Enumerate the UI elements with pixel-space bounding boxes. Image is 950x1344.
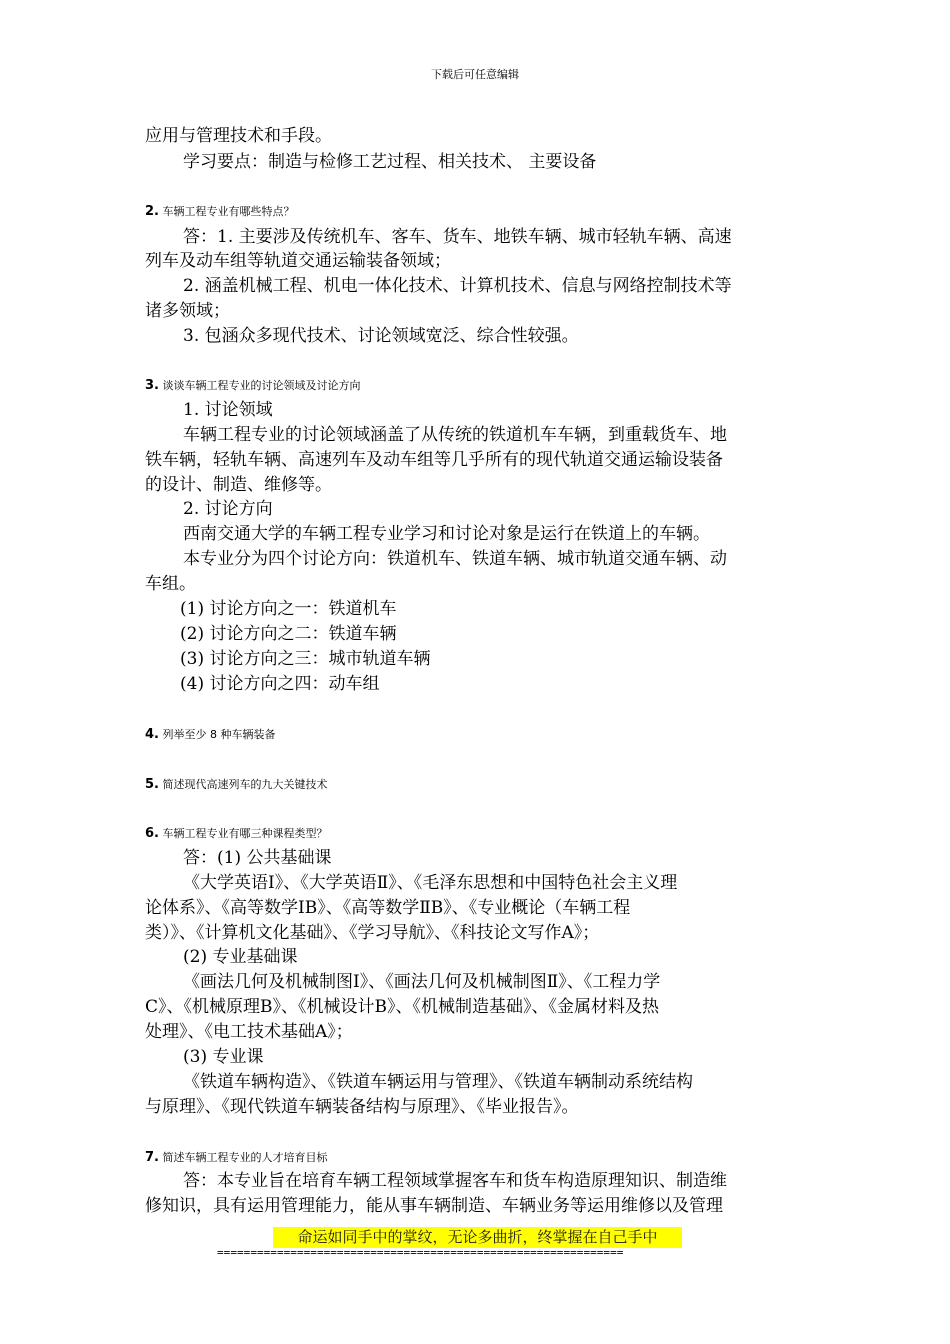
text-line: 答：本专业旨在培育车辆工程领域掌握客车和货车构造原理知识、制造维 (183, 1171, 727, 1191)
text-line: 3. 包涵众多现代技术、讨论领域宽泛、综合性较强。 (183, 326, 579, 346)
text-line: 铁车辆，轻轨车辆、高速列车及动车组等几乎所有的现代轨道交通运输设装备 (145, 450, 723, 470)
text-line: 《大学英语Ⅰ》、《大学英语Ⅱ》、《毛泽东思想和中国特色社会主义理 (183, 873, 678, 893)
text-line: 类）》、《计算机文化基础》、《学习导航》、《科技论文写作A》； (145, 923, 600, 943)
footer-motto: 命运如同手中的掌纹，无论多曲折，终掌握在自己手中 (297, 1228, 658, 1246)
question-heading: 4. 列举至少 8 种车辆装备 (145, 727, 276, 742)
text-line: 与原理》、《现代铁道车辆装备结构与原理》、《毕业报告》。 (145, 1097, 579, 1117)
text-line: (3) 讨论方向之三：城市轨道车辆 (180, 649, 431, 669)
text-line: 《画法几何及机械制图Ⅰ》、《画法几何及机械制图Ⅱ》、《工程力学 (183, 972, 661, 992)
text-line: 列车及动车组等轨道交通运输装备领域； (145, 251, 451, 271)
text-line: 答：1. 主要涉及传统机车、客车、货车、地铁车辆、城市轻轨车辆、高速 (183, 227, 732, 247)
text-line: (2) 专业基础课 (183, 947, 298, 967)
question-heading: 3. 谈谈车辆工程专业的讨论领域及讨论方向 (145, 378, 361, 393)
text-line: 车组。 (145, 574, 196, 594)
text-line: 西南交通大学的车辆工程专业学习和讨论对象是运行在铁道上的车辆。 (183, 524, 710, 544)
text-line: 2. 涵盖机械工程、机电一体化技术、计算机技术、信息与网络控制技术等 (183, 276, 732, 296)
text-line: 车辆工程专业的讨论领域涵盖了从传统的铁道机车车辆，到重载货车、地 (183, 425, 727, 445)
text-line: 处理》、《电工技术基础A》； (145, 1022, 353, 1042)
question-heading: 7. 简述车辆工程专业的人才培育目标 (145, 1150, 328, 1165)
text-line: 应用与管理技术和手段。 (145, 126, 332, 146)
text-line: 诸多领域； (145, 301, 230, 321)
text-line: (3) 专业课 (183, 1047, 264, 1067)
page-header: 下载后可任意编辑 (431, 68, 519, 81)
text-line: 本专业分为四个讨论方向：铁道机车、铁道车辆、城市轨道交通车辆、动 (183, 549, 727, 569)
text-line: 《铁道车辆构造》、《铁道车辆运用与管理》、《铁道车辆制动系统结构 (183, 1072, 693, 1092)
text-line: C》、《机械原理B》、《机械设计B》、《机械制造基础》、《金属材料及热 (145, 997, 659, 1017)
question-heading: 2. 车辆工程专业有哪些特点？ (145, 204, 295, 219)
text-line: (2) 讨论方向之二：铁道车辆 (180, 624, 397, 644)
question-heading: 6. 车辆工程专业有哪三种课程类型？ (145, 826, 328, 841)
text-line: 2. 讨论方向 (183, 499, 273, 519)
footer-separator: ============================================================= (217, 1246, 624, 1259)
text-line: 1. 讨论领域 (183, 400, 273, 420)
text-line: (1) 讨论方向之一：铁道机车 (180, 599, 397, 619)
question-heading: 5. 简述现代高速列车的九大关键技术 (145, 777, 328, 792)
text-line: 修知识，具有运用管理能力，能从事车辆制造、车辆业务等运用维修以及管理 (145, 1196, 723, 1216)
text-line: 学习要点：制造与检修工艺过程、相关技术、 主要设备 (183, 152, 597, 172)
text-line: 答：(1) 公共基础课 (183, 848, 332, 868)
text-line: 论体系》、《高等数学ⅠB》、《高等数学ⅡB》、《专业概论（车辆工程 (145, 898, 631, 918)
text-line: 的设计、制造、维修等。 (145, 475, 332, 495)
text-line: (4) 讨论方向之四：动车组 (180, 674, 380, 694)
